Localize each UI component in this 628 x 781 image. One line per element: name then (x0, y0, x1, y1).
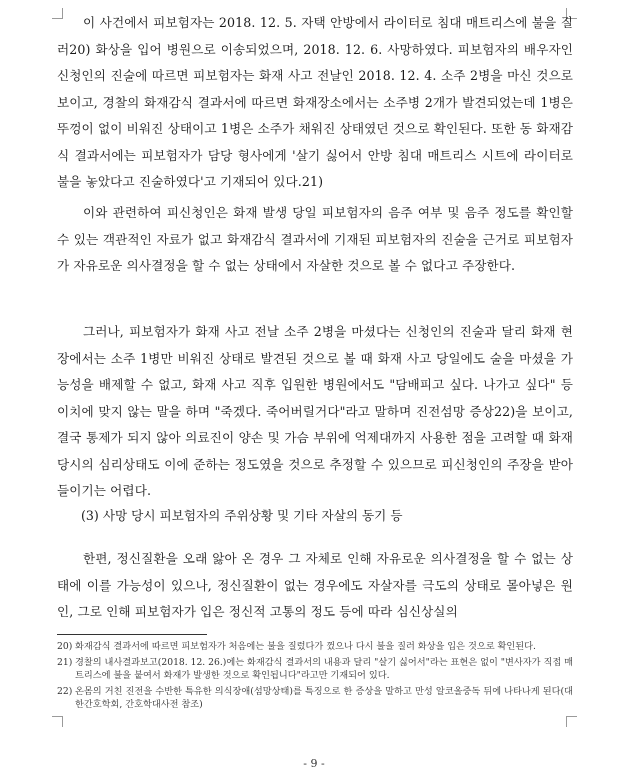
body-paragraph: 이 사건에서 피보험자는 2018. 12. 5. 자택 안방에서 라이터로 침대 매트리스에 불을 질러20) 화상을 입어 병원으로 이송되었으며, 2018. 12. 6. 사망하였다. 피보험자의 배우자인 신청인의 진술에 따르면 피보험자는 화재 사고 전날인 2018. 12. 4. 소주 2병을 마신 것으로 보이고, 경찰의 화재감식 결과서에 따르면 화재장소에서는 소주병 2개가 발견되었는데 1병은 뚜껑이 없이 비워진 상태이고 1병은 소주가 채워진 상태였던 것으로 확인된다. 또한 동 화재감식 결과서에는 피보험자가 담당 형사에게 '살기 싫어서 안방 침대 매트리스 시트에 라이터로 불을 놓았다고 진술하였다'고 기재되어 있다.21) (57, 15, 573, 189)
footnote-text: 화재감식 결과서에 따르면 피보험자가 처음에는 불을 질렀다가 껐으나 다시 불을 질러 화상을 입은 것으로 확인된다. (75, 641, 536, 652)
footnote-number: 22) (57, 686, 73, 697)
body-paragraph: 이와 관련하여 피신청인은 화재 발생 당일 피보험자의 음주 여부 및 음주 정도를 확인할 수 있는 객관적인 자료가 없고 화재감식 결과서에 기재된 피보험자의 진술을 근거로 피보험자가 자유로운 의사결정을 할 수 없는 상태에서 자살한 것으로 볼 수 없다고 주장한다. (57, 205, 573, 273)
section-heading: (3) 사망 당시 피보험자의 주위상황 및 기타 자살의 동기 등 (81, 508, 403, 523)
page-number: - 9 - (303, 757, 325, 770)
body-paragraph: 한편, 정신질환을 오래 앓아 온 경우 그 자체로 인해 자유로운 의사결정을 할 수 없는 상태에 이를 가능성이 있으나, 정신질환이 없는 경우에도 자살자를 극도의 상태로 몰아넣은 원인, 그로 인해 피보험자가 입은 정신적 고통의 정도 등에 따라 심신상실의 (57, 551, 573, 619)
footnote-divider (57, 634, 207, 635)
footnote-text: 경찰의 내사결과보고(2018. 12. 26.)에는 화재감식 결과서의 내용과 달리 "살기 싫어서"라는 표현은 없이 "변사자가 직접 매트리스에 불을 붙여서 화재가 발생한 것으로 확인됩니다"라고만 기재되어 있다. (75, 657, 573, 681)
footnote (57, 640, 573, 653)
body-paragraph: 그러나, 피보험자가 화재 사고 전날 소주 2병을 마셨다는 신청인의 진술과 달리 화재 현장에서는 소주 1병만 비워진 상태로 발견된 것으로 볼 때 화재 사고 당일에도 술을 마셨을 가능성을 배제할 수 없고, 화재 사고 직후 입원한 병원에서도 "담배피고 싶다. 나가고 싶다" 등 이치에 맞지 않는 말을 하며 "죽겠다. 죽어버릴거다"라고 말하며 진전섬망 증상22)을 보이고, 결국 통제가 되지 않아 의료진이 양손 및 가슴 부위에 억제대까지 사용한 점을 고려할 때 화재 당시의 심리상태도 이에 준하는 정도였을 것으로 추정할 수 있으므로 피신청인의 주장을 받아들이기는 어렵다. (57, 324, 573, 498)
footnotes (57, 640, 573, 714)
margin-corner-mark (566, 716, 577, 727)
margin-corner-mark (52, 716, 63, 727)
footnote-number: 21) (57, 657, 73, 668)
footnote (57, 656, 573, 682)
footnote-number: 20) (57, 641, 73, 652)
footnote-text: 온몸의 거친 진전을 수반한 특유한 의식장애(섬망상태)를 특징으로 한 증상을 말하고 만성 알코올중독 뒤에 나타나게 된다(대한간호학회, 간호학대사전 참조) (75, 686, 573, 710)
footnote (57, 685, 573, 711)
